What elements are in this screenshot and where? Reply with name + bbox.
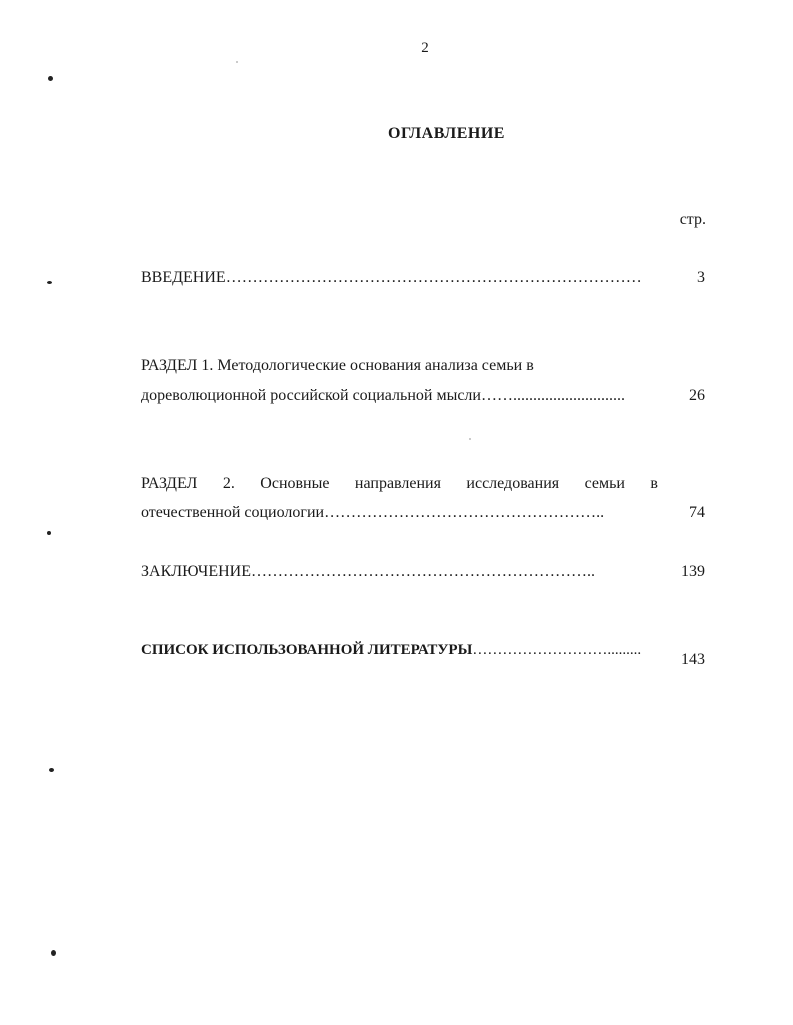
toc-page-conclusion: 139: [681, 563, 705, 580]
toc-word: направления: [354, 475, 441, 492]
toc-leader-dots: ……………………………………………..: [324, 504, 605, 521]
toc-leader-dots: ………………………………………………………..: [250, 563, 595, 580]
toc-entry-label: дореволюционной российской социальной мысли: [141, 387, 481, 404]
toc-page-bibliography: 143: [681, 651, 705, 668]
scan-speck: [51, 950, 56, 956]
toc-entry-label: ВВЕДЕНИЕ: [141, 269, 226, 286]
toc-page-section-2: 74: [689, 504, 705, 521]
toc-entry-section-2-line1[interactable]: [141, 474, 658, 494]
toc-entry-section-2-line2[interactable]: [141, 503, 658, 523]
toc-word: РАЗДЕЛ: [141, 475, 198, 492]
toc-entry-section-1-line1[interactable]: [141, 356, 658, 376]
toc-leader-dots: ……………………….........: [472, 642, 642, 658]
toc-entry-label: СПИСОК ИСПОЛЬЗОВАННОЙ ЛИТЕРАТУРЫ: [141, 642, 473, 658]
toc-entry-label: отечественной социологии: [141, 504, 325, 521]
toc-page-section-1: 26: [689, 387, 705, 404]
toc-leader-dots: ……………………………………………………………………: [225, 269, 642, 286]
toc-word: семьи: [584, 475, 625, 492]
scan-speck: [48, 76, 53, 81]
toc-entry-conclusion[interactable]: [141, 562, 658, 582]
toc-entry-bibliography[interactable]: [141, 640, 658, 660]
toc-entry-section-1-line2[interactable]: [141, 386, 658, 406]
toc-word: 2.: [222, 475, 235, 492]
scan-speck: [49, 768, 54, 772]
scan-speck: [469, 438, 471, 440]
scan-speck: [236, 61, 238, 63]
toc-entry-introduction[interactable]: [141, 268, 658, 288]
scan-speck: [47, 281, 52, 284]
toc-leader-dots: ……............................: [480, 387, 625, 404]
toc-word: исследования: [466, 475, 560, 492]
toc-word: Основные: [260, 475, 330, 492]
page-column-header: стр.: [679, 211, 706, 228]
page-number: 2: [421, 40, 429, 56]
toc-title: ОГЛАВЛЕНИЕ: [388, 125, 505, 142]
toc-word: в: [650, 475, 658, 492]
toc-entry-label: ЗАКЛЮЧЕНИЕ: [141, 563, 251, 580]
scan-speck: [47, 531, 51, 535]
toc-entry-label: РАЗДЕЛ 1. Методологические основания анализа семьи в: [141, 357, 534, 374]
toc-page-introduction: 3: [697, 269, 705, 286]
